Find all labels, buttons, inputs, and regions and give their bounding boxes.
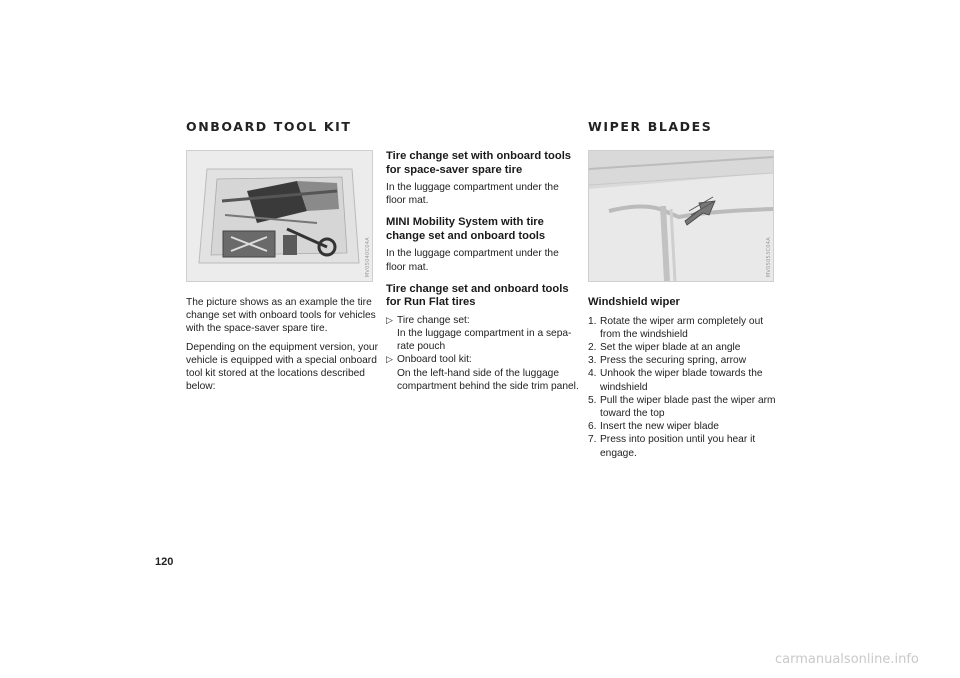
- step-number: 3.: [588, 355, 597, 367]
- subheading: Tire change set with onboard tools for space-saver spare tire: [386, 150, 572, 176]
- step-number: 4.: [588, 368, 597, 380]
- triangle-bullet-icon: ▷: [386, 354, 393, 365]
- list-item: [386, 314, 580, 354]
- subheading: MINI Mobility System with tire change set and onboard tools: [386, 216, 546, 242]
- list-item: [588, 341, 780, 354]
- list-item: [588, 354, 780, 367]
- step-number: 5.: [588, 394, 597, 406]
- step-number: 2.: [588, 341, 597, 353]
- paragraph: In the luggage compartment under the floor mat.: [386, 248, 559, 273]
- step-text: Unhook the wiper blade towards the windshield: [600, 368, 763, 393]
- step-text: Insert the new wiper blade: [600, 421, 719, 433]
- list-item: [588, 433, 780, 459]
- list-item: [386, 353, 580, 393]
- figure-code: MV05053C04A: [766, 236, 772, 277]
- step-number: 1.: [588, 315, 597, 327]
- wiper-illustration: [588, 150, 774, 282]
- middle-text-column: [386, 150, 580, 393]
- bullet-list: [386, 314, 580, 393]
- section-title-wiper-blades: WIPER BLADES: [588, 119, 713, 134]
- figure-code: MV05040C04A: [365, 236, 371, 277]
- list-item-detail: On the left-hand side of the luggage compartment behind the side trim panel.: [397, 367, 579, 392]
- list-item-label: Onboard tool kit:: [397, 354, 472, 366]
- list-item: [588, 394, 780, 420]
- page-number: 120: [155, 556, 174, 568]
- step-text: Set the wiper blade at an angle: [600, 341, 741, 353]
- step-text: Pull the wiper blade past the wiper arm toward the top: [600, 394, 776, 419]
- step-text: Rotate the wiper arm completely out from the windshield: [600, 315, 764, 340]
- step-number: 6.: [588, 421, 597, 433]
- list-item-label: Tire change set:: [397, 314, 470, 326]
- triangle-bullet-icon: ▷: [386, 314, 393, 325]
- subheading: Windshield wiper: [588, 296, 680, 308]
- subheading: Tire change set and onboard tools for Run Flat tires: [386, 282, 569, 309]
- section-title-onboard-tool-kit: ONBOARD TOOL KIT: [186, 119, 352, 134]
- step-number: 7.: [588, 434, 597, 446]
- step-text: Press the securing spring, arrow: [600, 355, 747, 367]
- tool-kit-illustration: [186, 150, 373, 282]
- paragraph: In the luggage compartment under the floor mat.: [386, 182, 559, 207]
- tool-kit-drawing: [187, 151, 372, 281]
- right-text-column: [588, 296, 780, 460]
- left-text-column: [186, 296, 378, 398]
- step-text: Press into position until you hear it engage.: [600, 434, 756, 459]
- paragraph: The picture shows as an example the tire change set with onboard tools for vehicles with the space-saver spare tire.: [186, 297, 376, 335]
- list-item: [588, 367, 780, 393]
- watermark-link[interactable]: carmanualsonline.info: [775, 652, 919, 667]
- list-item-detail: In the luggage compartment in a sepa-rate pouch: [397, 328, 572, 353]
- list-item: [588, 315, 780, 341]
- steps-list: [588, 315, 780, 460]
- list-item: [588, 420, 780, 433]
- paragraph: Depending on the equipment version, your vehicle is equipped with a special onboard tool kit stored at the locations described below:: [186, 341, 378, 393]
- wiper-drawing: [589, 151, 773, 281]
